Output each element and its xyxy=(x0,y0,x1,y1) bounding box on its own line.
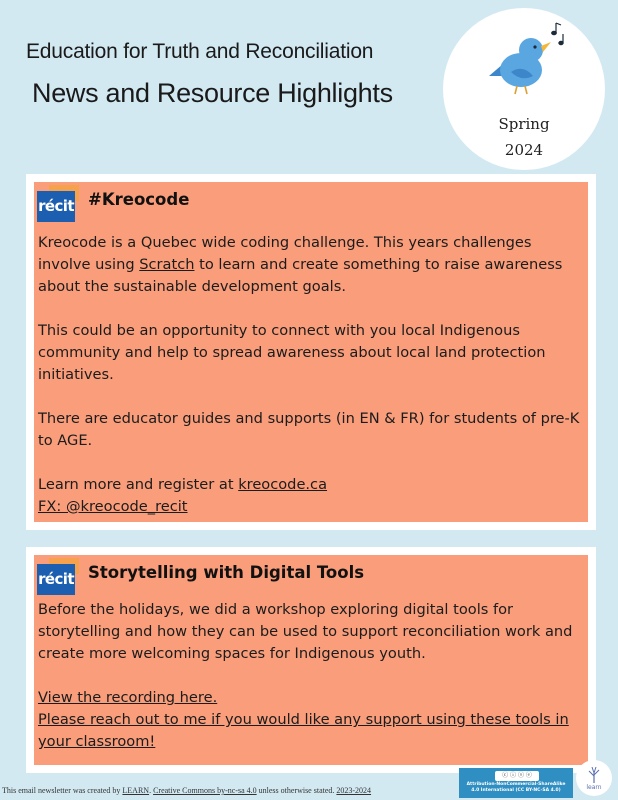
support-contact-link[interactable]: Please reach out to me if you would like any support using these tools in your classroom! xyxy=(38,711,569,750)
kreocode-website-link[interactable]: kreocode.ca xyxy=(238,476,328,493)
kreocode-social-link[interactable]: FX: @kreocode_recit xyxy=(38,498,188,515)
license-link[interactable]: Creative Commons by-nc-sa 4.0 xyxy=(153,786,257,795)
kreocode-card xyxy=(26,174,596,530)
recit-logo: récit xyxy=(37,185,79,223)
season-label: Spring xyxy=(498,115,550,133)
season-year: 2024 xyxy=(504,141,544,159)
tree-icon xyxy=(584,764,604,784)
storytelling-card-body xyxy=(34,555,588,765)
storytelling-title: Storytelling with Digital Tools xyxy=(88,563,365,582)
cc-license-text: Attribution-NonCommercial-ShareAlike 4.0 International (CC BY-NC-SA 4.0) xyxy=(466,782,566,793)
learn-link[interactable]: LEARN xyxy=(122,786,150,795)
learn-logo: learn xyxy=(576,760,612,796)
storytelling-card xyxy=(26,547,596,773)
kreocode-paragraph-3: There are educator guides and supports (in EN & FR) for students of pre-K to AGE. xyxy=(38,410,580,449)
kreocode-text: Kreocode is a Quebec wide coding challenge. This years challenges involve using Scratch to learn and create something to raise awareness about the sustainable development goals. This could be an opportunity to connect with you local Indigenous community and help to spread awareness about local land protection initiatives. There are educator guides and supports (in EN & FR) for students of pre-K to AGE. Learn more and register at kreocode.ca FX: @kreocode_recit xyxy=(38,232,584,518)
kreocode-paragraph-2: This could be an opportunity to connect with you local Indigenous community and help to spread awareness about local land protection initiatives. xyxy=(38,322,546,383)
newsletter-title: News and Resource Highlights xyxy=(32,78,393,108)
storytelling-paragraph: Before the holidays, we did a workshop exploring digital tools for storytelling and how they can be used to support reconciliation work and create more welcoming spaces for Indigenous youth. xyxy=(38,601,573,662)
footer-credits: This email newsletter was created by LEARN. Creative Commons by-nc-sa 4.0 unless otherwise stated. 2023-2024 xyxy=(2,786,372,795)
kreocode-title: #Kreocode xyxy=(88,190,190,209)
cc-license-badge[interactable] xyxy=(459,768,573,798)
storytelling-text xyxy=(38,599,584,753)
newsletter-subtitle: Education for Truth and Reconciliation xyxy=(26,40,374,63)
year-link[interactable]: 2023-2024 xyxy=(336,786,372,795)
kreocode-card-body xyxy=(34,182,588,522)
cc-icons: ⓒ ⓘ ⓢ ⓔ xyxy=(495,771,539,781)
recording-link[interactable]: View the recording here. xyxy=(38,689,218,706)
season-badge xyxy=(443,8,605,170)
recit-logo: récit xyxy=(37,558,79,596)
bird-singing-icon xyxy=(483,18,567,102)
scratch-link[interactable]: Scratch xyxy=(139,256,195,273)
